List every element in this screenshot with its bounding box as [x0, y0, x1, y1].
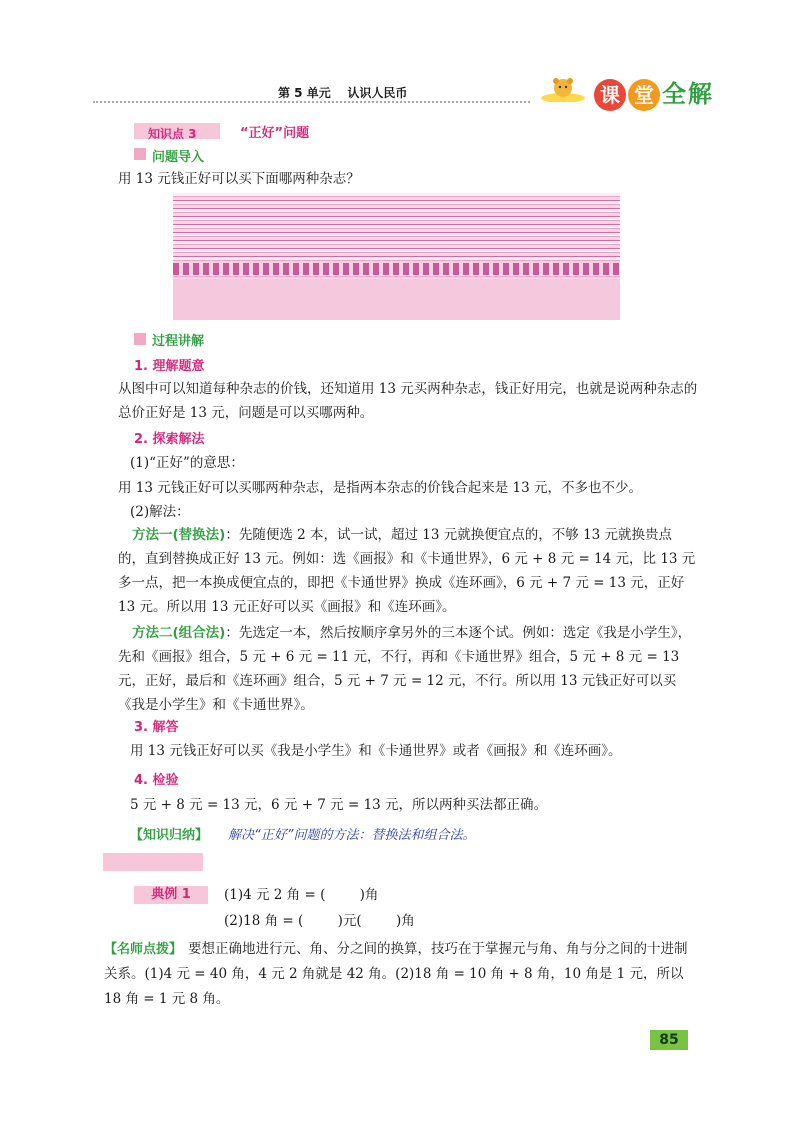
intro-question: 用 13 元钱正好可以买下面哪两种杂志？ [118, 171, 360, 187]
method2-label: 方法二(组合法) [132, 625, 226, 641]
tip-text: 要想正确地进行元、角、分之间的换算，技巧在于掌握元与角、角与分之间的十进制关系。(1)4 元 = 40 角，4 元 2 角就是 42 角。(2)18 角 = 10 角 + 8 角，10 角是 1 元，所以 18 角 = 1 元 8 角。 [104, 941, 688, 1007]
method2-text: ：先选定一本，然后按顺序拿另外的三本逐个试。例如：选定《我是小学生》，先和《画报》组合，5 元 + 6 元 = 11 元，不行，再和《卡通世界》组合，5 元 + 8 元 = 13 元，正好，最后和《连环画》组合，5 元 + 7 元 = 12 元，不行。所以用 13 元钱正好可以买《我是小学生》和《卡通世界》。 [118, 625, 692, 713]
step3-text: 用 13 元钱正好可以买《我是小学生》和《卡通世界》或者《画报》和《连环画》。 [130, 743, 622, 759]
bear-mascot-icon [540, 76, 586, 102]
step1-text: 从图中可以知道每种杂志的价钱，还知道用 13 元买两种杂志，钱正好用完，也就是说两种杂志的总价正好是 13 元，问题是可以买哪两种。 [118, 381, 698, 421]
summary-text: 解决“正好”问题的方法：替换法和组合法。 [228, 828, 476, 843]
logo-char-1: 课 [594, 79, 626, 111]
step4-title: 4. 检验 [134, 773, 179, 788]
step2-sub2: (2)解法： [130, 504, 190, 520]
page-number: 85 [650, 1030, 688, 1050]
logo-char-3: 全 [662, 80, 686, 108]
knowledge-point-tag [134, 123, 220, 139]
method1-text: ：先随便选 2 本，试一试，超过 13 元就换便宜点的，不够 13 元就换贵点的，直到替换成正好 13 元。例如：选《画报》和《卡通世界》，6 元 + 8 元 = 14 元，比 13 元多一点，把一本换成便宜点的，即把《卡通世界》换成《连环画》，6 元 + 7 元 = 13 元，正好 13 元。所以用 13 元正好可以买《画报》和《连环画》。 [118, 527, 696, 615]
knowledge-point-label: 知识点 3 [148, 127, 197, 141]
section-marker-icon [134, 333, 146, 345]
tip-tag: 【名师点拨】 [104, 942, 183, 957]
method1-paragraph [118, 523, 698, 619]
step3-title: 3. 解答 [134, 720, 179, 735]
logo-text [594, 74, 714, 108]
step2-title: 2. 探索解法 [134, 432, 205, 447]
figure-price-row [173, 263, 620, 275]
example-line-2: (2)18 角 = ( )元( )角 [224, 913, 415, 929]
method2-paragraph [118, 621, 698, 717]
step4-text: 5 元 + 8 元 = 13 元，6 元 + 7 元 = 13 元，所以两种买法都正确。 [130, 797, 548, 813]
magazines-figure [173, 193, 620, 320]
process-label: 过程讲解 [152, 334, 205, 349]
step1-title: 1. 理解题意 [134, 359, 205, 374]
example-tag: 典例 1 [134, 886, 208, 904]
example-line-1: (1)4 元 2 角 = ( )角 [224, 887, 379, 903]
figure-band [173, 279, 620, 320]
section-marker-icon [134, 148, 146, 160]
divider-bar [103, 853, 203, 871]
unit-title: 第 5 单元 认识人民币 [278, 86, 408, 100]
logo-char-4: 解 [688, 80, 712, 108]
method1-label: 方法一(替换法) [132, 527, 226, 543]
logo-char-2: 堂 [628, 79, 660, 111]
knowledge-point-title: “正好”问题 [240, 126, 310, 141]
step2-sub1: (1)“正好”的意思： [130, 455, 244, 471]
summary-tag: 【知识归纳】 [130, 828, 209, 843]
tip-paragraph [104, 937, 700, 1012]
header-divider [93, 101, 530, 103]
intro-label: 问题导入 [152, 150, 205, 165]
step2-sub1-text: 用 13 元钱正好可以买哪两种杂志，是指两本杂志的价钱合起来是 13 元，不多也不少。 [118, 480, 643, 496]
